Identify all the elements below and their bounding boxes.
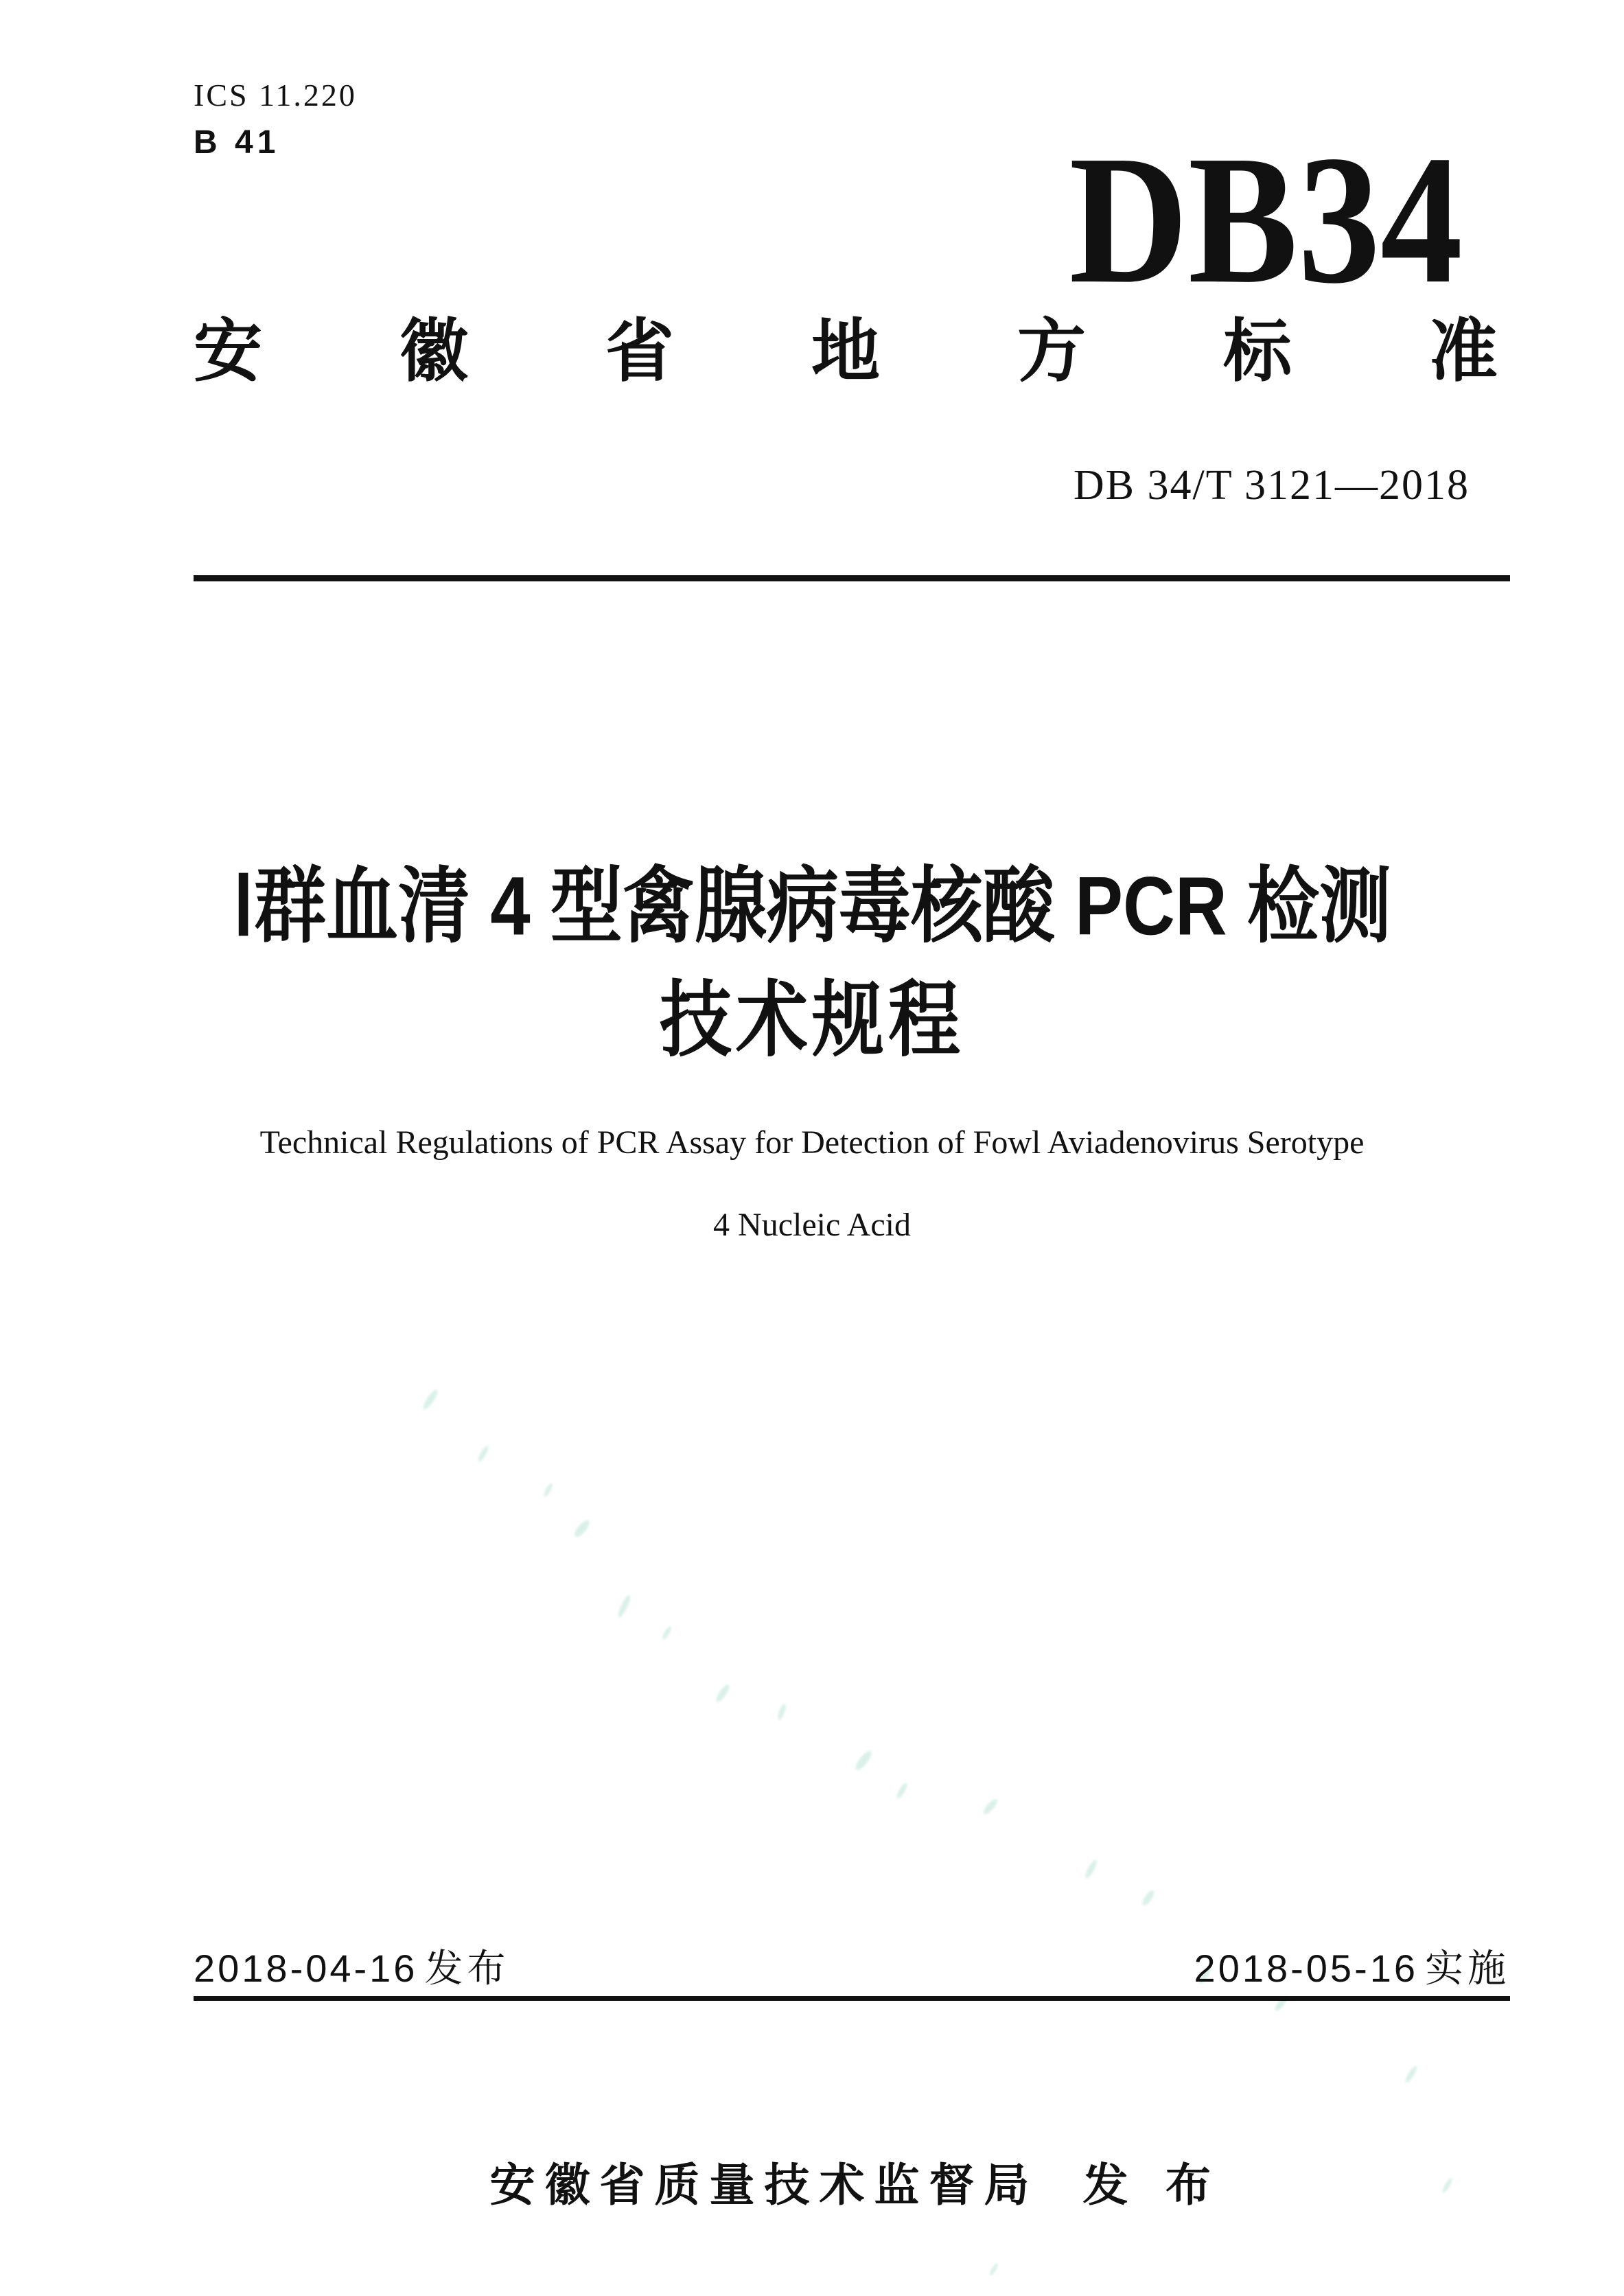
- watermark-speck: [1140, 1888, 1156, 1907]
- watermark-speck: [853, 1749, 874, 1772]
- header-rule: [194, 575, 1510, 581]
- title-cn-line1: Ⅰ群血清 4 型禽腺病毒核酸 PCR 检测: [233, 860, 1391, 953]
- issue-date: 2018-04-16: [194, 1947, 418, 1990]
- publisher-row: [0, 2107, 1624, 2264]
- watermark-speck: [661, 1625, 673, 1641]
- footer-rule: [194, 1996, 1510, 2001]
- publish-label: 发 布: [1082, 2159, 1223, 2210]
- publisher-name: 安徽省质量技术监督局: [489, 2159, 1039, 2210]
- watermark-speck: [895, 1782, 909, 1800]
- watermark-speck: [421, 1388, 440, 1411]
- ics-code: ICS 11.220: [194, 78, 357, 113]
- title-en-line2: 4 Nucleic Acid: [713, 1207, 911, 1243]
- watermark-speck: [542, 1483, 554, 1498]
- document-class-code: B 41: [194, 124, 280, 161]
- watermark-speck: [616, 1594, 632, 1619]
- watermark-speck: [572, 1518, 592, 1540]
- watermark-speck: [1404, 2065, 1419, 2084]
- issue-label: 发布: [424, 1947, 510, 1990]
- standard-name-char: 标: [1223, 313, 1292, 390]
- standard-number: DB 34/T 3121—2018: [1073, 462, 1470, 509]
- standard-name-char: 方: [1017, 313, 1086, 390]
- standard-name-char: 安: [194, 313, 262, 390]
- watermark-speck: [1083, 1859, 1098, 1880]
- watermark-speck: [982, 1797, 999, 1816]
- date-row: [194, 1949, 1510, 1988]
- standard-name-char: 准: [1429, 313, 1498, 390]
- watermark-speck: [476, 1445, 490, 1463]
- watermark-speck: [776, 1703, 787, 1720]
- standard-name-char: 省: [605, 313, 674, 390]
- implement-date-cell: [1194, 1949, 1510, 1988]
- issue-date-cell: [194, 1949, 509, 1988]
- title-en-line1: Technical Regulations of PCR Assay for Detection of Fowl Aviadenovirus Serotype: [259, 1124, 1365, 1161]
- title-cn-line2: 技术规程: [659, 974, 964, 1067]
- watermark-speck: [988, 2262, 999, 2276]
- watermark-speck: [714, 1683, 731, 1704]
- implement-label: 实施: [1425, 1947, 1510, 1990]
- standard-name-row: [194, 313, 1498, 390]
- standard-name-char: 徽: [399, 313, 468, 390]
- implement-date: 2018-05-16: [1194, 1947, 1418, 1990]
- standard-name-char: 地: [811, 313, 880, 390]
- db34-logo: DB34: [1069, 117, 1463, 322]
